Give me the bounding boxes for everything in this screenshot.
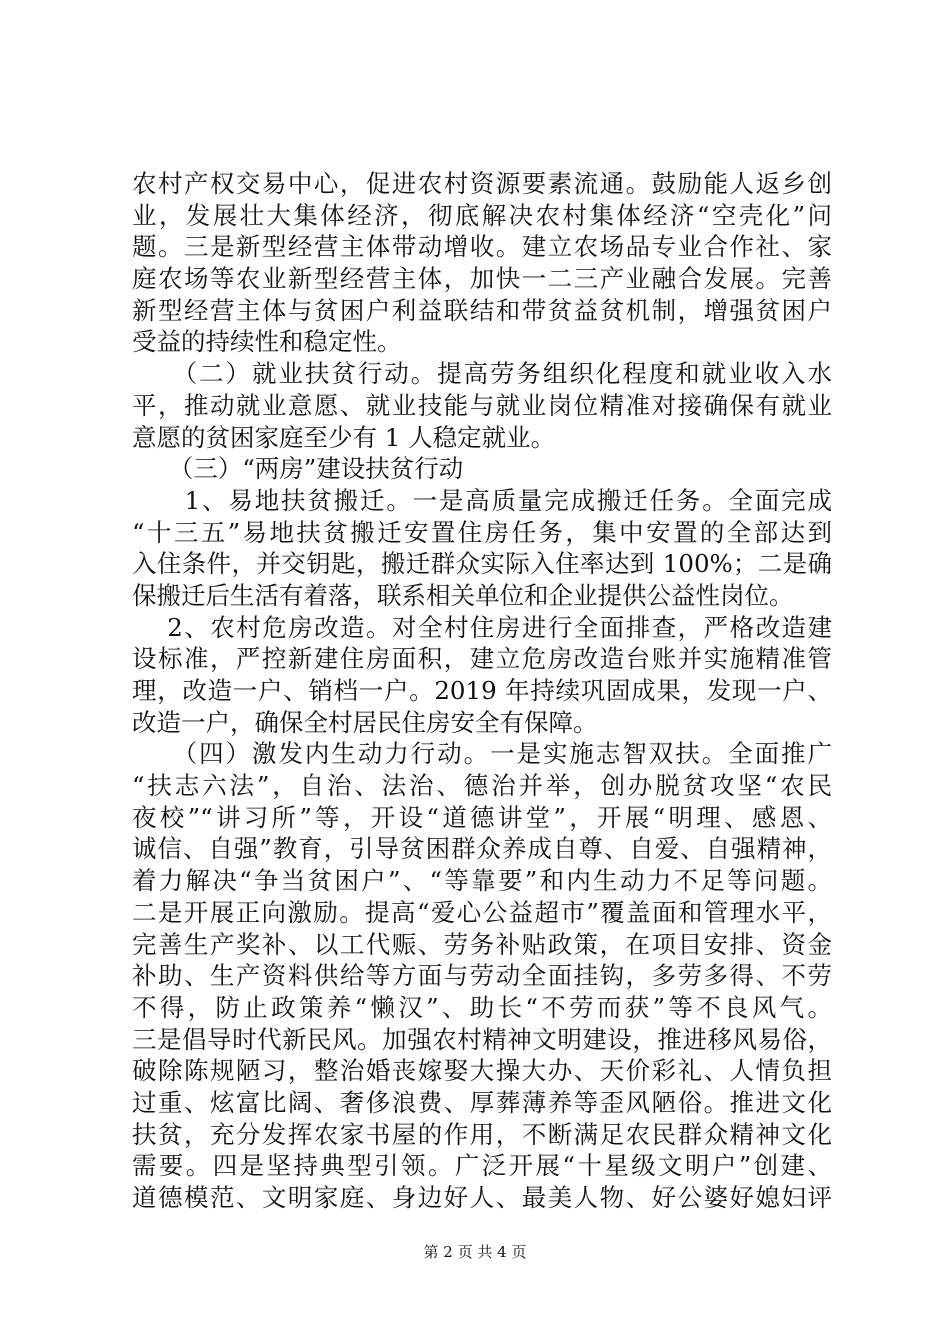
text-line: 过重、炫富比阔、奢侈浪费、厚葬薄养等歪风陋俗。推进文化 [132, 1087, 832, 1117]
text-line: 道德模范、文明家庭、身边好人、最美人物、好公婆好媳妇评 [132, 1183, 832, 1212]
text-line: “十三五”易地扶贫搬迁安置住房任务，集中安置的全部达到 [132, 517, 832, 547]
text-line: 不得，防止政策养“懒汉”、助长“不劳而获”等不良风气。 [132, 992, 832, 1022]
text-line: 业，发展壮大集体经济，彻底解决农村集体经济“空壳化”问 [132, 200, 832, 230]
text-line: （三）“两房”建设扶贫行动 [132, 454, 464, 484]
text-line: 需要。四是坚持典型引领。广泛开展“十星级文明户”创建、 [132, 1151, 832, 1181]
text-line: 着力解决“争当贫困户”、“等靠要”和内生动力不足等问题。 [132, 866, 832, 896]
text-line: 理，改造一户、销档一户。2019 年持续巩固成果，发现一户、 [132, 676, 832, 705]
text-line: 题。三是新型经营主体带动增收。建立农场品专业合作社、家 [132, 232, 832, 262]
text-line: 庭农场等农业新型经营主体，加快一二三产业融合发展。完善 [132, 264, 832, 294]
text-line: 改造一户，确保全村居民住房安全有保障。 [132, 707, 598, 737]
text-line: 新型经营主体与贫困户利益联结和带贫益贫机制，增强贫困户 [132, 295, 832, 325]
text-line: 农村产权交易中心，促进农村资源要素流通。鼓励能人返乡创 [132, 169, 832, 198]
text-line: 设标准，严控新建住房面积，建立危房改造台账并实施精准管 [132, 644, 832, 674]
text-line: 平，推动就业意愿、就业技能与就业岗位精准对接确保有就业 [132, 390, 832, 420]
page-footer: 第 2 页 共 4 页 [423, 1243, 527, 1261]
text-line: 意愿的贫困家庭至少有 1 人稳定就业。 [132, 422, 556, 452]
text-line: 受益的持续性和稳定性。 [132, 327, 402, 357]
text-line: 破除陈规陋习，整治婚丧嫁娶大操大办、天价彩礼、人情负担 [132, 1056, 832, 1086]
text-line: 入住条件，并交钥匙，搬迁群众实际入住率达到 100%；二是确 [132, 549, 832, 579]
body-text [132, 168, 832, 1214]
text-line: 1、易地扶贫搬迁。一是高质量完成搬迁任务。全面完成 [132, 485, 832, 515]
text-line: 扶贫，充分发挥农家书屋的作用，不断满足农民群众精神文化 [132, 1119, 832, 1149]
text-line: 三是倡导时代新民风。加强农村精神文明建设，推进移风易俗， [132, 1024, 832, 1054]
text-line: 完善生产奖补、以工代赈、劳务补贴政策，在项目安排、资金 [132, 929, 832, 959]
text-line: 2、农村危房改造。对全村住房进行全面排查，严格改造建 [132, 612, 832, 642]
text-line: 二是开展正向激励。提高“爱心公益超市”覆盖面和管理水平， [132, 897, 832, 927]
text-line: （四）激发内生动力行动。一是实施志智双扶。全面推广 [132, 739, 832, 769]
text-line: 夜校”“讲习所”等，开设“道德讲堂”，开展“明理、感恩、 [132, 802, 832, 832]
text-line: 补助、生产资料供给等方面与劳动全面挂钩，多劳多得、不劳 [132, 961, 832, 991]
text-line: （二）就业扶贫行动。提高劳务组织化程度和就业收入水 [132, 359, 832, 389]
text-line: 保搬迁后生活有着落，联系相关单位和企业提供公益性岗位。 [132, 580, 794, 610]
text-line: “扶志六法”，自治、法治、德治并举，创办脱贫攻坚“农民 [132, 771, 832, 801]
text-line: 诚信、自强”教育，引导贫困群众养成自尊、自爱、自强精神， [132, 834, 832, 864]
